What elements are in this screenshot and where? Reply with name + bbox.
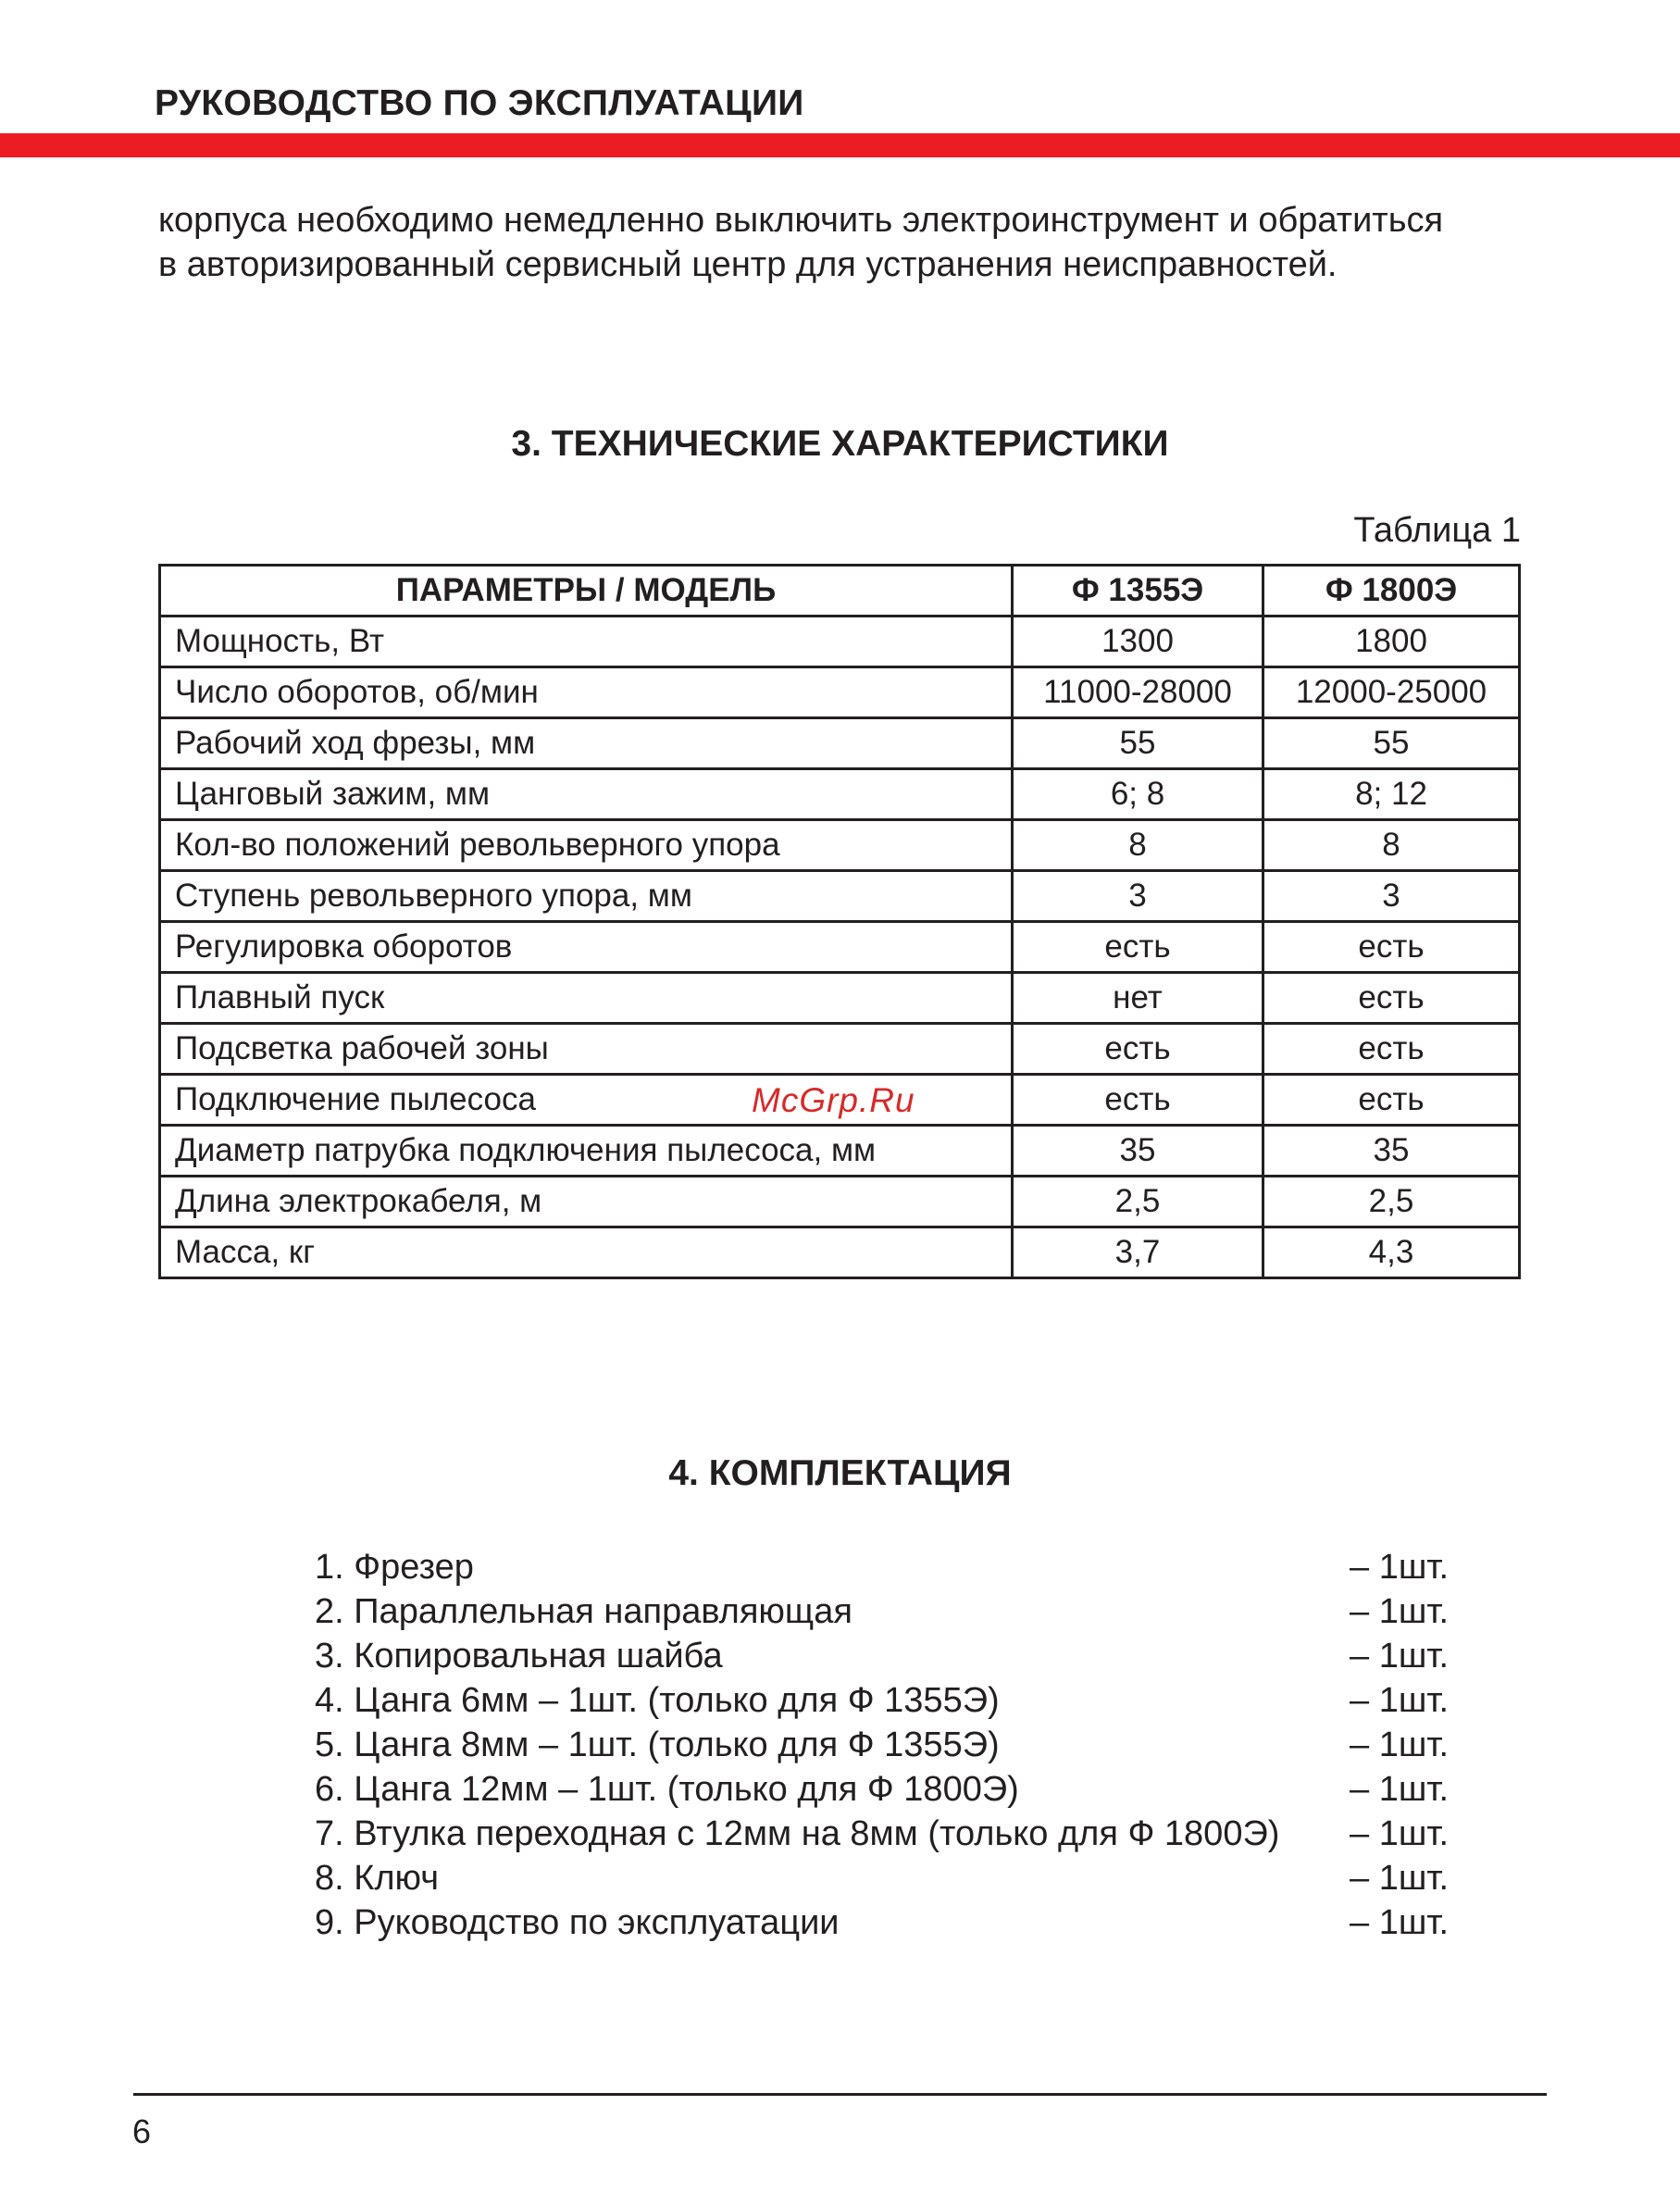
kit-list-item	[315, 1589, 1462, 1634]
table-header-row	[160, 566, 1520, 617]
value-cell: 2,5	[1263, 1177, 1520, 1227]
parameter-cell: Число оборотов, об/мин	[160, 667, 1013, 718]
manual-header-title: РУКОВОДСТВО ПО ЭКСПЛУАТАЦИИ	[155, 83, 804, 123]
value-cell: 55	[1263, 718, 1520, 769]
value-cell: 4,3	[1263, 1227, 1520, 1278]
table-row	[160, 1227, 1520, 1278]
kit-list-item	[315, 1634, 1462, 1678]
specs-table-body	[160, 617, 1520, 1278]
table-row	[160, 769, 1520, 820]
watermark-text: McGrp.Ru	[752, 1081, 915, 1119]
table-row	[160, 922, 1520, 973]
value-cell: 3	[1013, 871, 1263, 922]
footer-divider	[133, 2093, 1547, 2096]
kit-list-item	[315, 1812, 1462, 1856]
kit-item-name: 1. Фрезер	[315, 1548, 474, 1587]
value-cell: 8	[1013, 820, 1263, 871]
parameter-cell: Кол-во положений револьверного упора	[160, 820, 1013, 871]
parameter-cell: Рабочий ход фрезы, мм	[160, 718, 1013, 769]
kit-item-name: 7. Втулка переходная с 12мм на 8мм (только для Ф 1800Э)	[315, 1814, 1280, 1853]
table-row	[160, 973, 1520, 1024]
value-cell: 1300	[1013, 617, 1263, 667]
parameter-cell: Цанговый зажим, мм	[160, 769, 1013, 820]
parameter-cell: Ступень револьверного упора, мм	[160, 871, 1013, 922]
value-cell: есть	[1263, 1075, 1520, 1126]
kit-list-item	[315, 1545, 1462, 1589]
kit-item-name: 8. Ключ	[315, 1859, 440, 1898]
parameter-cell: Подсветка рабочей зоны	[160, 1024, 1013, 1075]
kit-section-title: 4. КОМПЛЕКТАЦИЯ	[668, 1453, 1012, 1493]
kit-list-item	[315, 1767, 1462, 1812]
kit-item-name: 5. Цанга 8мм – 1шт. (только для Ф 1355Э)	[315, 1725, 1000, 1764]
parameter-cell: Мощность, Вт	[160, 617, 1013, 667]
value-cell: есть	[1013, 1024, 1263, 1075]
value-cell: есть	[1013, 922, 1263, 973]
value-cell: нет	[1013, 973, 1263, 1024]
value-cell: 6; 8	[1013, 769, 1263, 820]
intro-line: корпуса необходимо немедленно выключить электроинструмент и обратиться	[158, 201, 1444, 240]
value-cell: 8; 12	[1263, 769, 1520, 820]
value-cell: 35	[1013, 1126, 1263, 1177]
table-caption: Таблица 1	[1353, 511, 1521, 550]
value-cell: есть	[1263, 922, 1520, 973]
table-row	[160, 820, 1520, 871]
parameter-cell: Масса, кг	[160, 1227, 1013, 1278]
value-cell: 12000-25000	[1263, 667, 1520, 718]
parameter-cell: Плавный пуск	[160, 973, 1013, 1024]
header-cell-model-2: Ф 1800Э	[1263, 566, 1520, 617]
kit-list-item	[315, 1900, 1462, 1945]
kit-item-quantity: – 1шт.	[1350, 1548, 1450, 1587]
kit-item-name: 3. Копировальная шайба	[315, 1637, 723, 1676]
parameter-cell: Диаметр патрубка подключения пылесоса, мм	[160, 1126, 1013, 1177]
parameter-cell: Подключение пылесоса	[160, 1075, 1013, 1126]
kit-item-name: 2. Параллельная направляющая	[315, 1592, 852, 1631]
parameter-cell: Регулировка оборотов	[160, 922, 1013, 973]
kit-item-name: 9. Руководство по эксплуатации	[315, 1903, 840, 1942]
value-cell: 3	[1263, 871, 1520, 922]
value-cell: 3,7	[1013, 1227, 1263, 1278]
kit-item-quantity: – 1шт.	[1350, 1637, 1450, 1676]
specs-table	[158, 564, 1521, 1279]
table-row	[160, 871, 1520, 922]
intro-line: в авторизированный сервисный центр для устранения неисправностей.	[158, 245, 1338, 284]
table-row	[160, 1126, 1520, 1177]
value-cell: 11000-28000	[1013, 667, 1263, 718]
table-row	[160, 617, 1520, 667]
kit-item-quantity: – 1шт.	[1350, 1681, 1450, 1720]
value-cell: есть	[1263, 1024, 1520, 1075]
kit-item-quantity: – 1шт.	[1350, 1725, 1450, 1764]
header-cell-model-1: Ф 1355Э	[1013, 566, 1263, 617]
value-cell: 1800	[1263, 617, 1520, 667]
kit-item-quantity: – 1шт.	[1350, 1592, 1450, 1631]
kit-list-item	[315, 1856, 1462, 1900]
kit-item-quantity: – 1шт.	[1350, 1903, 1450, 1942]
page-number: 6	[132, 2112, 152, 2150]
table-row	[160, 1024, 1520, 1075]
header-cell-parameters: ПАРАМЕТРЫ / МОДЕЛЬ	[160, 566, 1013, 617]
table-row	[160, 718, 1520, 769]
table-row	[160, 667, 1520, 718]
table-row	[160, 1177, 1520, 1227]
kit-item-quantity: – 1шт.	[1350, 1814, 1450, 1853]
kit-list	[315, 1545, 1462, 1945]
intro-paragraph	[158, 198, 1547, 287]
specs-section-title: 3. ТЕХНИЧЕСКИЕ ХАРАКТЕРИСТИКИ	[511, 424, 1169, 464]
kit-list-item	[315, 1678, 1462, 1723]
value-cell: 35	[1263, 1126, 1520, 1177]
parameter-cell: Длина электрокабеля, м	[160, 1177, 1013, 1227]
kit-item-name: 6. Цанга 12мм – 1шт. (только для Ф 1800Э)	[315, 1770, 1019, 1809]
kit-item-name: 4. Цанга 6мм – 1шт. (только для Ф 1355Э)	[315, 1681, 1000, 1720]
kit-item-quantity: – 1шт.	[1350, 1859, 1450, 1898]
value-cell: 8	[1263, 820, 1520, 871]
value-cell: есть	[1013, 1075, 1263, 1126]
value-cell: 2,5	[1013, 1177, 1263, 1227]
value-cell: 55	[1013, 718, 1263, 769]
header-accent-bar	[0, 133, 1680, 157]
kit-item-quantity: – 1шт.	[1350, 1770, 1450, 1809]
kit-list-item	[315, 1723, 1462, 1767]
value-cell: есть	[1263, 973, 1520, 1024]
